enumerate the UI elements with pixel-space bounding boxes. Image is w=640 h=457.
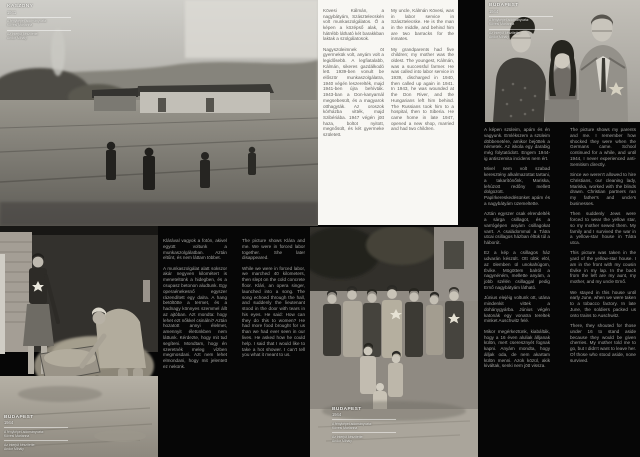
caption-year: 1941	[7, 9, 17, 15]
caption-place: BUDAPEST	[4, 414, 34, 420]
paragraph: A fényképet adományozta:	[7, 17, 71, 24]
caption-credits	[332, 419, 396, 443]
paragraph: Aztán egyszer csak elrendelték a sárga csillagot, és a varrógépen anyám csillagokat varrt. A családommal a Tátra utcai csillagos házban éltük túl a háborút.	[484, 211, 550, 246]
paragraph: A képen szüleim, apám és én vagyunk. Emlékszem a szüleim döbbenetére, amikor bejöttek a németek. Az iskola egy darabig még folytatódott. Engem 1944-ig antiszemita incidens nem ért.	[484, 127, 550, 161]
paragraph: Nagyszüleimnek öt gyermekük volt, anyám volt a legidősebb. A legfiatalabb, Kálmán, sikeres gazdálkodó lett. 1939-ben vonult be először munkaszolgálatra, 1940 végén leszerelték, majd 1941-ben újra behívták. 1943-ban a Don-kanyarnál megsebesült, és a magyarok otthagyták. Az oroszok kórházba vitték, majd Szibériába. 1947 végén jött haza, boltot nyitott, megnősült, és két gyermeke született.	[323, 46, 384, 137]
caption-place: KASZONY	[7, 4, 34, 9]
paragraph: Klárával vagyok a fotón, akivel együtt voltunk a munkaszolgálatban. Aztán eltűnt, és nem láttam többet.	[163, 238, 227, 261]
paragraph: Andor Mihály	[4, 446, 24, 451]
wheelbarrow-photo-caption	[4, 415, 68, 452]
paragraph: Mivel nem volt szabad keresztény alkalmazottat tartani, a takarítónőnk, Mariska, lehúzott redőny mellett dolgozott. Papírkereskedésünket apám és a nagybátyám üzemeltette.	[484, 166, 550, 206]
top-column-english	[391, 8, 454, 136]
paragraph: Andor Mihály	[489, 35, 509, 40]
paragraph: While we were in forced labor, we marched 40 kilometers, then slept on the cold concrete floor. Klári, an opera singer, launched into a song. The song echoed through the hall, and suddenly the lieutenant stood in the door with tears in his eyes. He said: How can they do this to women? He had more food brought for us than we had ever seen in our lives. He asked how he could help. I said that I would like to take a hot shower. I can't tell you what it meant to us.	[242, 265, 305, 358]
paragraph: Then suddenly Jews were forced to wear the yellow star, so my mother sewed them. My family and I survived the war in a yellow-star house in Tátra utca.	[570, 211, 636, 246]
caption-credits	[4, 427, 68, 451]
paragraph: There, they shouted for those under 16 to stand aside because they would be given cherries. My mother told me to go, but I didn't want to leave her. Of those who stood aside, none survived.	[570, 322, 636, 363]
courtyard-group-photo	[310, 227, 478, 457]
paragraph: My grandparents had five children; my mother was the oldest. The youngest, Kálmán, was a successful farmer. He was called into labor service in 1939, discharged in 1940, then called up again in 1941. In 1943, he was wounded at the Don River, and the Hungarians left him behind. The Russians took him to a hospital, then to Siberia. He came home in late 1947, opened a new shop, married and had two children.	[391, 46, 454, 132]
paragraph: The picture shows Klára and me. We were in forced labor together. She later disappeared.	[242, 238, 305, 261]
right-column-english	[570, 127, 636, 368]
paragraph: Kövesi Marianna	[332, 425, 358, 430]
paragraph: We stayed in this house until early June, when we were taken to a tobacco factory. In late June, the soldiers packed us onto trains to Auschwitz.	[570, 289, 636, 318]
paragraph: A fényképet adományozta:	[332, 419, 396, 426]
group-photo-caption	[332, 407, 396, 444]
paragraph: Az interjút készítette:	[332, 432, 396, 439]
paragraph: Június elejéig voltunk ott, utána mindenkit vittek a dohánygyárba. Június végén katonák egy vonatra tereltek minket Auschwitz felé.	[484, 295, 550, 324]
caption-year: 1944	[4, 420, 14, 425]
paragraph: Andor Mihály	[332, 438, 352, 443]
caption-year: 1944	[332, 412, 342, 417]
paragraph: Az interjút készítette:	[7, 30, 71, 37]
bottom-column-english	[242, 238, 305, 363]
family-portrait-photo	[485, 0, 640, 122]
caption-place: BUDAPEST	[332, 406, 362, 412]
caption-credits	[489, 16, 553, 40]
white-text-panel	[318, 0, 458, 225]
paragraph: Kövesi Marianna	[7, 23, 33, 28]
wheelbarrow-labor-photo	[0, 226, 158, 457]
paragraph: My uncle, Kálmán Kövesi, was in labor service in Szásztelecske. He is the man in the middle, and behind him are two barracks for the inmates.	[391, 8, 454, 42]
paragraph: A fényképet adományozta:	[489, 16, 553, 23]
caption-credits	[7, 17, 71, 41]
paragraph: Kövesi Marianna	[4, 433, 30, 438]
paragraph: Mikor megérkeztünk, kiabálták, hogy a 16 éven aluliak álljanak külön, mert cseresznyét fognak kapni. Anyám mondta, hogy álljak oda, de nem akartam külön menni. Azok közül, akik kiváltak, senki nem jött vissza.	[484, 328, 550, 369]
paragraph: The picture shows my parents and me. I remember how shocked they were when the Germans came. School continued for a while, and until 1944, I never experienced anti-Semitism directly.	[570, 127, 636, 167]
paragraph: Az interjút készítette:	[489, 29, 553, 36]
paragraph: This picture was taken in the yard of the yellow-star house. I am in the front with my cousin Évike in my lap. In the back from the left are my aunt, my mother, and my uncle Ernő.	[570, 250, 636, 285]
paragraph: Kövesi Kálmán, a nagybátyám, Szásztelecskén volt munkaszolgálatos. Ő a képen a középső alak, a hátrébb látható két barakkban laktak a szolgálatosok.	[323, 8, 384, 42]
top-column-hungarian	[323, 8, 384, 142]
caption-place: BUDAPEST	[489, 3, 519, 8]
paragraph: A munkaszolgálat alatt sokszor akár negyven kilométert is meneteltünk a hidegben, és a csupasz betonon aludtunk. Egy operaénekesnő egyszer rázendített egy dalra. A hang betöltötte a termet, és a hadnagy könnyes szemmel állt az ajtóban. Azt mondta: hogy lehet ezt nőkkel csinálni? Aztán hozatott annyi élelmet, amennyit életünkben nem láttunk. Kérdezte, hogy mit tud segíteni. Mondtam, hogy én szeretnék meleg vízben megmosdani. Azt nem lehet elmondani, hogy mit jelentett ez nekünk.	[163, 265, 227, 369]
farm-labor-service-photo	[0, 0, 318, 226]
paragraph: Andor Mihály	[7, 36, 27, 41]
family-photo-caption	[489, 3, 553, 40]
paragraph: Since we weren't allowed to hire Christians, our cleaning lady, Mariska, worked with the blinds drawn. Christian partners ran my father's and uncle's businesses.	[570, 171, 636, 206]
caption-year: 1944	[489, 8, 499, 14]
farm-photo-caption	[7, 4, 71, 41]
paragraph: Ez a kép a csillagos ház udvarán készült. Ott ülök elöl, az ölemben ül unokahúgom, Évike. Mögöttem balról a nagynéném, mellette anyám, a jobb szélén csillaggal pedig Ernő nagybátyám látható.	[484, 250, 550, 291]
bottom-column-hungarian	[163, 238, 227, 374]
paragraph: Kövesi Marianna	[489, 22, 515, 27]
paragraph: A fényképet adományozta:	[4, 427, 68, 434]
right-column-hungarian	[484, 127, 550, 374]
paragraph: Az interjút készítette:	[4, 440, 68, 447]
